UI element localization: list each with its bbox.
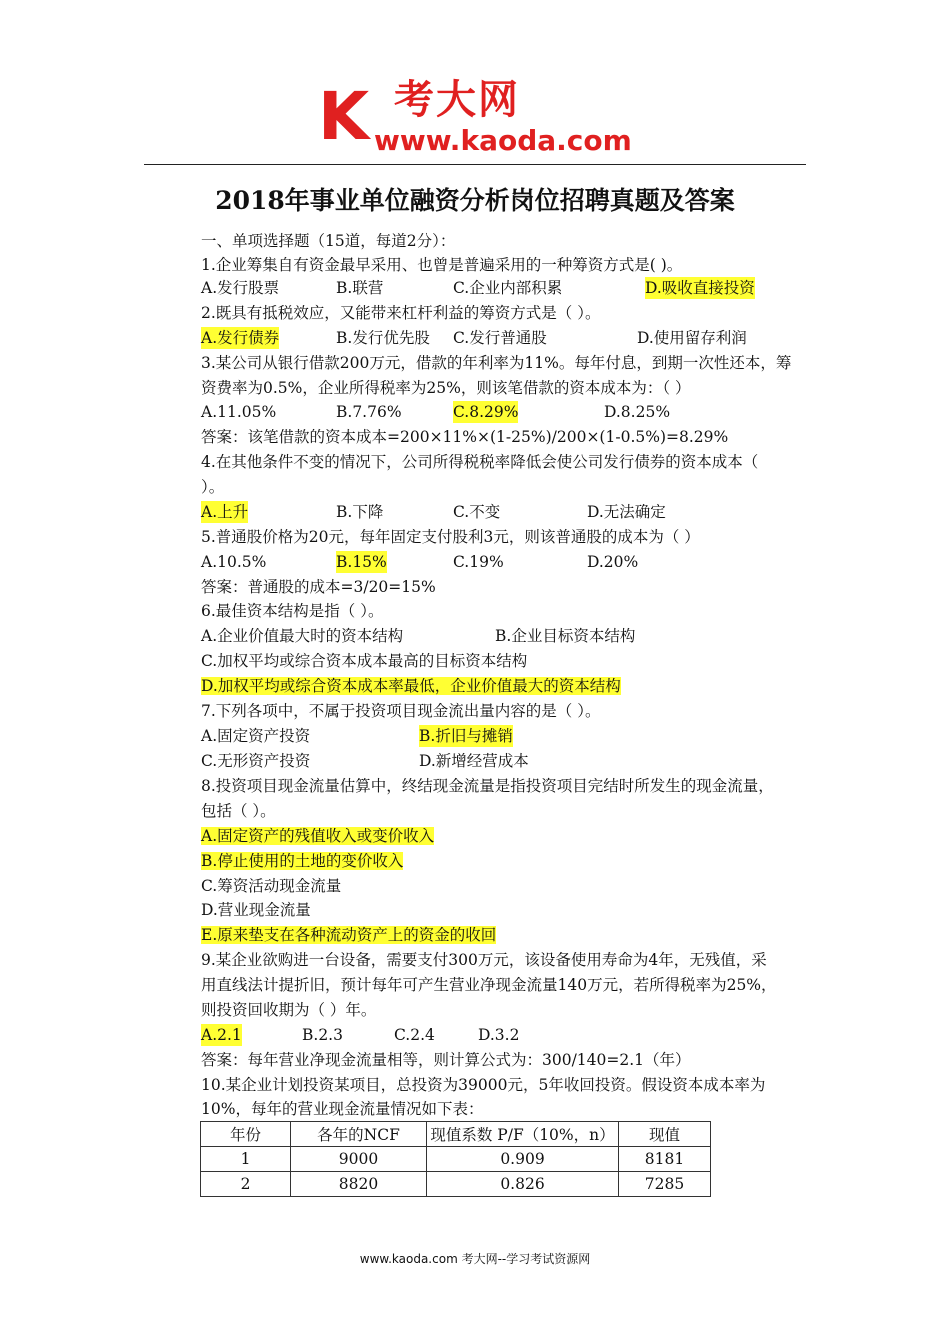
logo-k-mark: K <box>318 78 370 155</box>
q8-option-b-answer: B.停止使用的土地的变价收入 <box>201 852 404 870</box>
q1-option-c: C.企业内部积累 <box>453 279 563 297</box>
q3-option-c-answer: C.8.29% <box>453 403 519 421</box>
table-row <box>201 1172 711 1197</box>
q7-option-d: D.新增经营成本 <box>419 752 529 770</box>
q6-option-d-answer: D.加权平均或综合资本成本率最低，企业价值最大的资本结构 <box>201 677 621 695</box>
q5-stem: 5.普通股价格为20元，每年固定支付股利3元，则该普通股的成本为（ ） <box>201 528 700 546</box>
table-header-cell: 各年的NCF <box>291 1122 427 1147</box>
q6-option-b: B.企业目标资本结构 <box>495 627 636 645</box>
q5-option-b-answer: B.15% <box>336 553 387 571</box>
q5-option-a: A.10.5% <box>201 553 267 571</box>
q7-stem: 7.下列各项中，不属于投资项目现金流出量内容的是（ ）。 <box>201 702 601 720</box>
q9-answer: 答案：每年营业净现金流量相等，则计算公式为：300/140=2.1（年） <box>201 1051 691 1069</box>
table-header-cell: 现值系数 P/F（10%，n） <box>427 1122 619 1147</box>
q8-option-a-answer: A.固定资产的残值收入或变价收入 <box>201 827 435 845</box>
q9-option-c: C.2.4 <box>394 1026 435 1044</box>
table-cell: 0.909 <box>427 1147 619 1172</box>
q8-stem-line1: 8.投资项目现金流量估算中，终结现金流量是指投资项目完结时所发生的现金流量， <box>201 777 774 795</box>
q1-option-b: B.联营 <box>336 279 384 297</box>
table-cell: 8181 <box>619 1147 711 1172</box>
q3-answer: 答案：该笔借款的资本成本=200×11%×(1-25%)/200×(1-0.5%)=8.29% <box>201 428 729 446</box>
q7-option-a: A.固定资产投资 <box>201 727 311 745</box>
q3-stem-line2: 资费率为0.5%，企业所得税率为25%，则该笔借款的资本成本为：（ ） <box>201 379 691 397</box>
q2-option-a-answer: A.发行债券 <box>201 329 280 347</box>
q7-option-b-answer: B.折旧与摊销 <box>419 727 513 745</box>
q8-option-d: D.营业现金流量 <box>201 901 311 919</box>
q5-option-c: C.19% <box>453 553 504 571</box>
q9-stem-line2: 用直线法计提折旧，预计每年可产生营业净现金流量140万元，若所得税率为25%， <box>201 976 777 994</box>
q8-stem-line2: 包括（ ）。 <box>201 802 276 820</box>
page-footer: www.kaoda.com 考大网--学习考试资源网 <box>359 1252 591 1266</box>
table-cell: 1 <box>201 1147 291 1172</box>
page-title: 2018年事业单位融资分析岗位招聘真题及答案 <box>215 186 735 215</box>
q4-option-d: D.无法确定 <box>587 503 666 521</box>
table-header-cell: 现值 <box>619 1122 711 1147</box>
ncf-table <box>200 1121 711 1197</box>
q3-option-d: D.8.25% <box>604 403 671 421</box>
table-cell: 8820 <box>291 1172 427 1197</box>
table-row <box>201 1147 711 1172</box>
q2-option-c: C.发行普通股 <box>453 329 547 347</box>
header-divider <box>144 164 806 165</box>
q2-option-d: D.使用留存利润 <box>637 329 747 347</box>
q2-stem: 2.既具有抵税效应，又能带来杠杆利益的筹资方式是（ ）。 <box>201 304 601 322</box>
kaoda-logo <box>318 78 648 158</box>
q4-option-a-answer: A.上升 <box>201 503 249 521</box>
q9-stem-line1: 9.某企业欲购进一台设备，需要支付300万元，该设备使用寿命为4年，无残值，采 <box>201 951 767 969</box>
q3-stem-line1: 3.某公司从银行借款200万元，借款的年利率为11%。每年付息，到期一次性还本，筹 <box>201 354 792 372</box>
q3-option-b: B.7.76% <box>336 403 402 421</box>
q10-stem-line1: 10.某企业计划投资某项目，总投资为39000元，5年收回投资。假设资本成本率为 <box>201 1076 766 1094</box>
q1-option-d-answer: D.吸收直接投资 <box>645 279 755 297</box>
q5-answer: 答案：普通股的成本=3/20=15% <box>201 578 436 596</box>
q3-option-a: A.11.05% <box>201 403 277 421</box>
q4-stem-line1: 4.在其他条件不变的情况下，公司所得税税率降低会使公司发行债券的资本成本（ <box>201 453 759 471</box>
table-cell: 0.826 <box>427 1172 619 1197</box>
q6-option-a: A.企业价值最大时的资本结构 <box>201 627 404 645</box>
q9-option-a-answer: A.2.1 <box>201 1026 242 1044</box>
q8-option-c: C.筹资活动现金流量 <box>201 877 342 895</box>
q7-option-c: C.无形资产投资 <box>201 752 311 770</box>
table-header-cell: 年份 <box>201 1122 291 1147</box>
q10-stem-line2: 10%，每年的营业现金流量情况如下表： <box>201 1100 484 1118</box>
q4-stem-line2: ）。 <box>201 478 225 496</box>
logo-chinese-name: 考大网 <box>394 77 520 123</box>
q6-stem: 6.最佳资本结构是指（ ）。 <box>201 602 384 620</box>
q2-option-b: B.发行优先股 <box>336 329 430 347</box>
table-header-row <box>201 1122 711 1147</box>
q5-option-d: D.20% <box>587 553 639 571</box>
q1-option-a: A.发行股票 <box>201 279 280 297</box>
q4-option-c: C.不变 <box>453 503 501 521</box>
q8-option-e-answer: E.原来垫支在各种流动资产上的资金的收回 <box>201 926 497 944</box>
q9-option-d: D.3.2 <box>478 1026 520 1044</box>
table-cell: 2 <box>201 1172 291 1197</box>
q9-option-b: B.2.3 <box>302 1026 343 1044</box>
section-heading: 一、单项选择题（15道，每道2分）： <box>201 232 456 250</box>
table-cell: 7285 <box>619 1172 711 1197</box>
q6-option-c: C.加权平均或综合资本成本最高的目标资本结构 <box>201 652 528 670</box>
q9-stem-line3: 则投资回收期为（ ）年。 <box>201 1001 377 1019</box>
q4-option-b: B.下降 <box>336 503 384 521</box>
q1-stem: 1.企业筹集自有资金最早采用、也曾是普遍采用的一种筹资方式是( )。 <box>201 256 683 274</box>
logo-url: www.kaoda.com <box>374 124 632 157</box>
table-cell: 9000 <box>291 1147 427 1172</box>
